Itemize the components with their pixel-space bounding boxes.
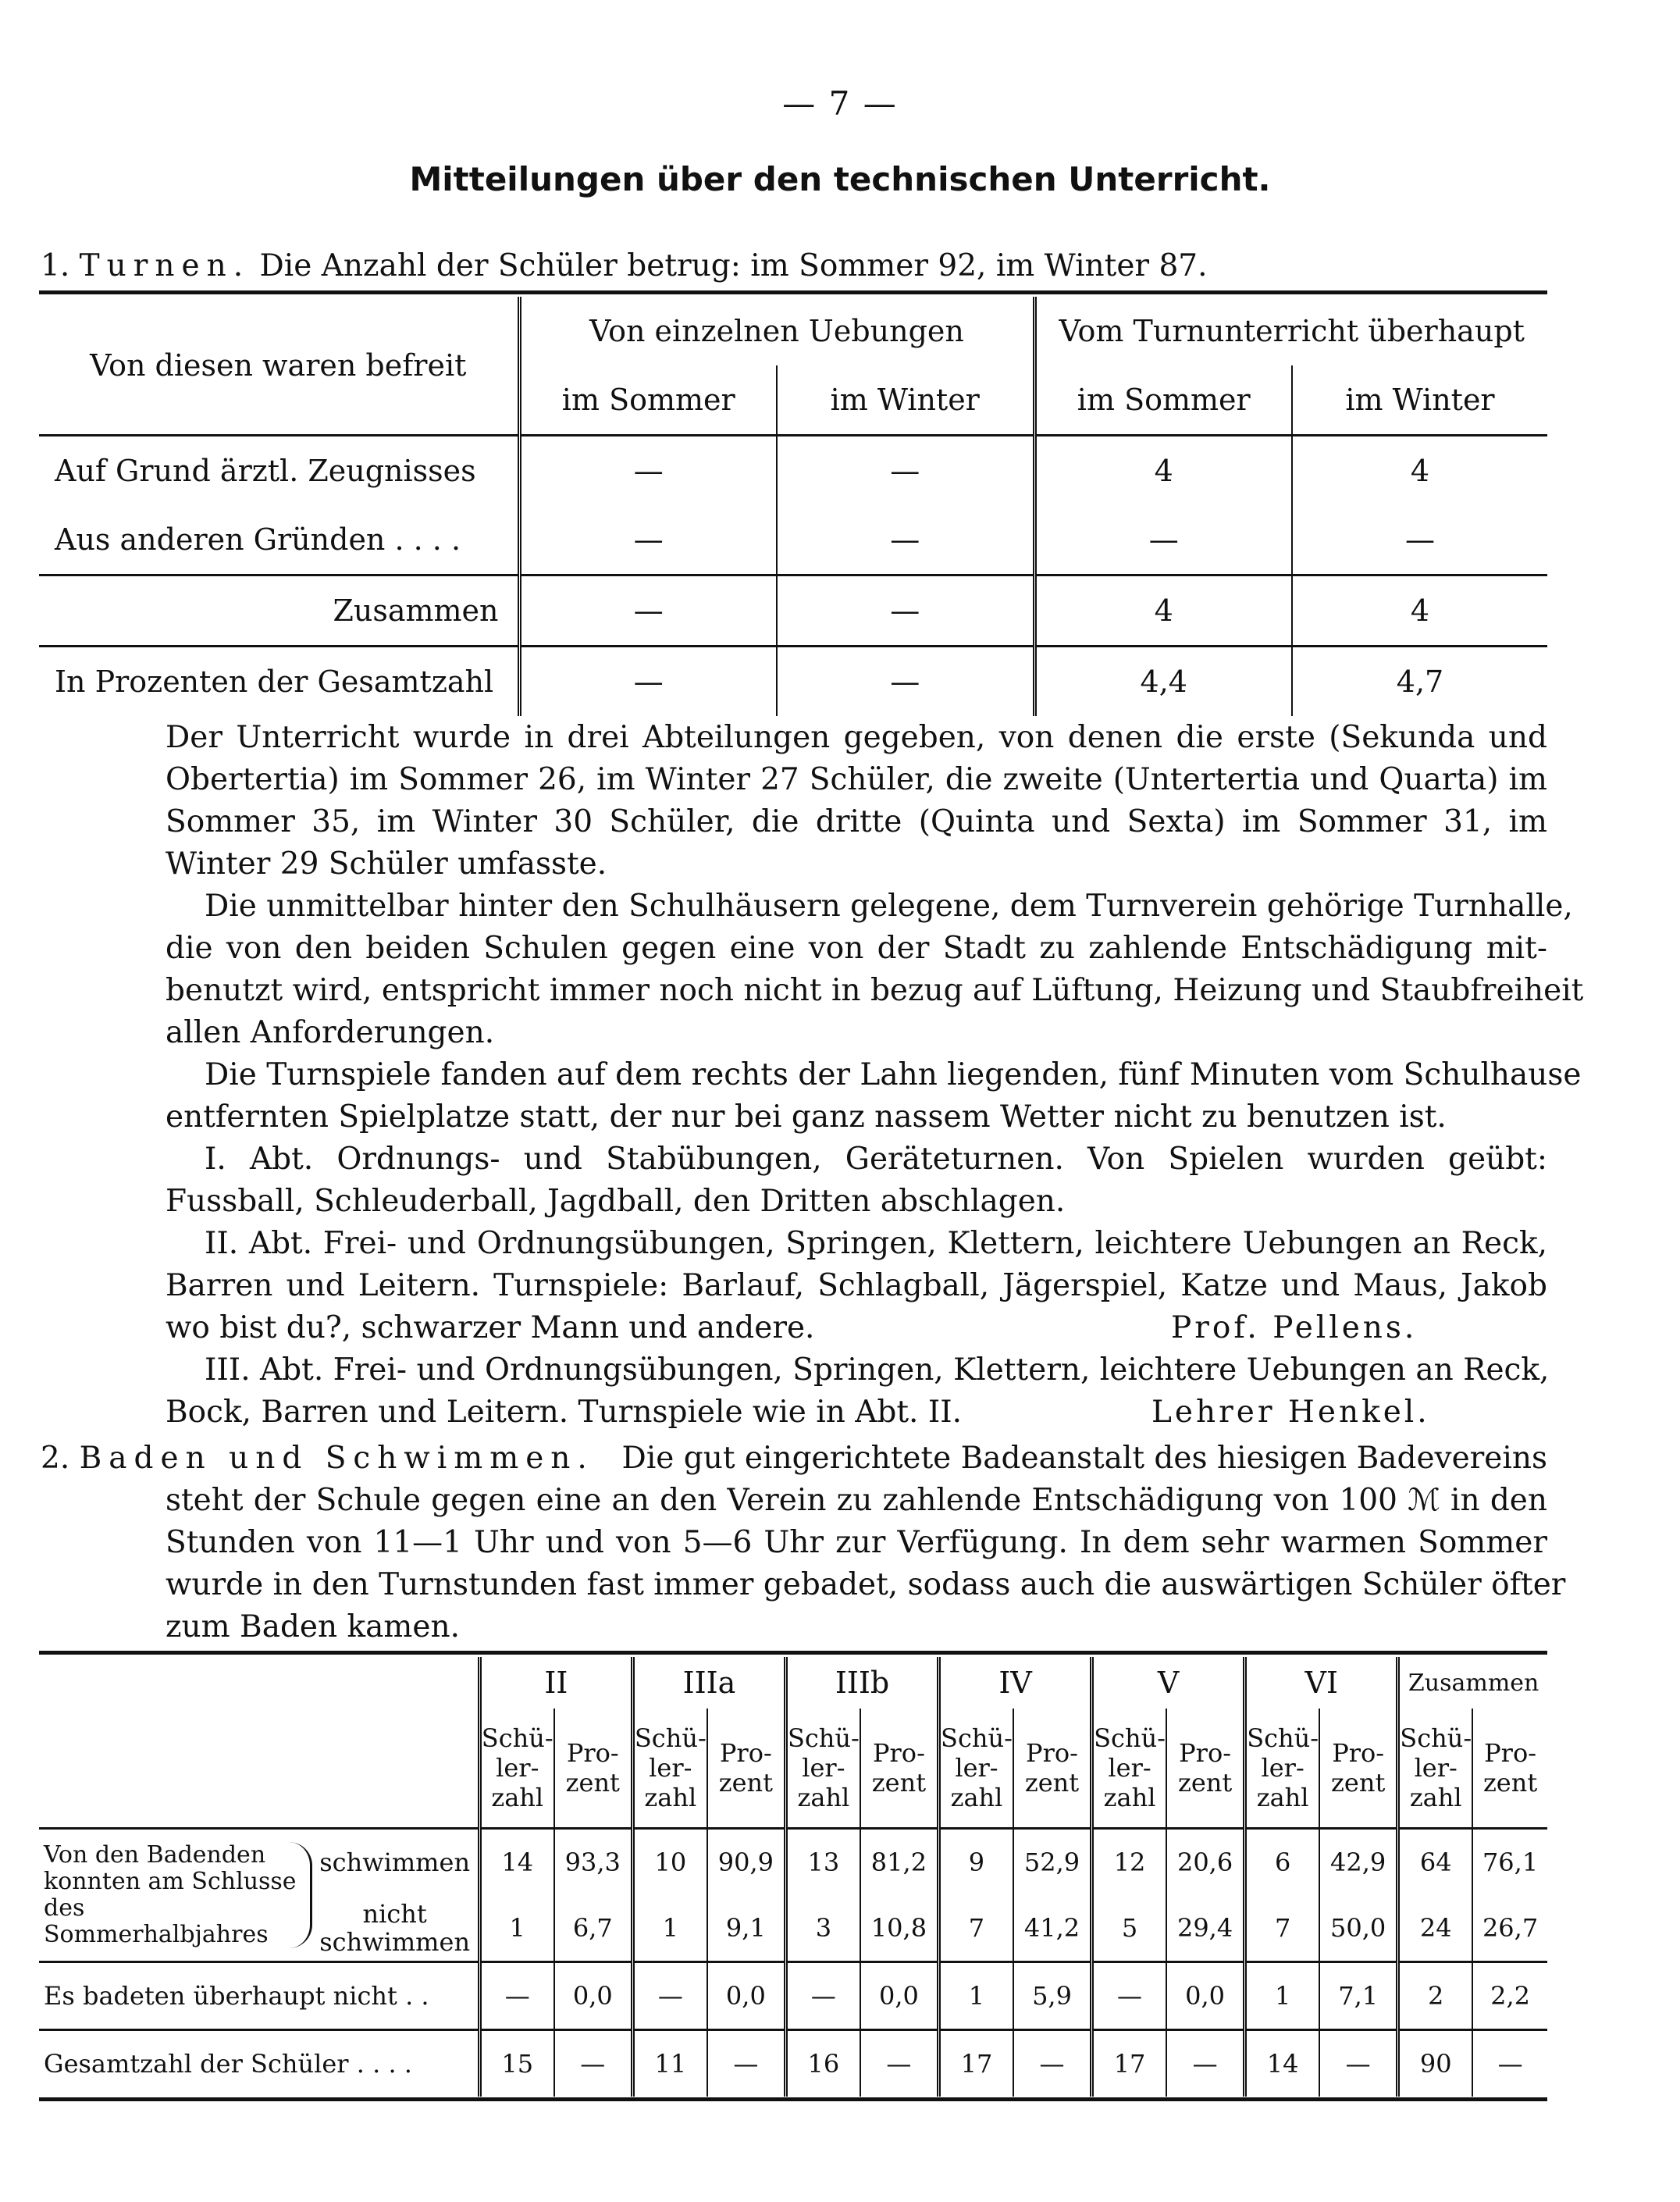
text-line: Stunden von 11—1 Uhr und von 5—6 Uhr zur Verfügung. In dem sehr warmen Sommer bbox=[166, 1525, 1547, 1560]
table-cell: 1 bbox=[632, 1895, 707, 1962]
text-line: Winter 29 Schüler umfasste. bbox=[166, 846, 607, 882]
subheader-schuelerzahl: Schü- ler- zahl bbox=[939, 1709, 1013, 1829]
table-cell: 42,9 bbox=[1319, 1829, 1398, 1896]
text-line: Die unmittelbar hinter den Schulhäusern gelegene, dem Turnverein gehörige Turnhalle, bbox=[205, 889, 1573, 924]
subheader-prozent: Pro- zent bbox=[1166, 1709, 1245, 1829]
table-row bbox=[39, 436, 1547, 506]
subheader-schuelerzahl: Schü- ler- zahl bbox=[1398, 1709, 1472, 1829]
section-number: 1. bbox=[41, 248, 70, 283]
table-cell: 11 bbox=[632, 2030, 707, 2097]
turnen-intro: Die Anzahl der Schüler betrug: im Sommer 92, im Winter 87. bbox=[259, 248, 1208, 283]
text-line: I. Abt. Ordnungs- und Stabübungen, Geräteturnen. Von Spielen wurden geübt: bbox=[205, 1142, 1547, 1177]
subheader-schuelerzahl: Schü- ler- zahl bbox=[785, 1709, 860, 1829]
table-cell: 64 bbox=[1398, 1829, 1472, 1896]
text-line: steht der Schule gegen eine an den Verein zu zahlende Entschädigung von 100 ℳ in den bbox=[166, 1483, 1547, 1518]
text-line: entfernten Spielplatze statt, der nur bei ganz nassem Wetter nicht zu benutzen ist. bbox=[166, 1099, 1447, 1135]
table-cell: 2 bbox=[1398, 1962, 1472, 2030]
row-label: nicht schwimmen bbox=[319, 1899, 471, 1957]
table-cell: 50,0 bbox=[1319, 1895, 1398, 1962]
table-cell: 4 bbox=[1034, 436, 1292, 506]
row-label: In Prozenten der Gesamtzahl bbox=[39, 647, 519, 717]
table-cell: 52,9 bbox=[1013, 1829, 1092, 1896]
rule bbox=[39, 290, 1547, 294]
table-cell: 7 bbox=[939, 1895, 1013, 1962]
turnen-intro-line bbox=[41, 248, 1207, 283]
table-row bbox=[39, 505, 1547, 575]
rule bbox=[39, 1651, 1547, 1655]
table-cell: — bbox=[1166, 2030, 1245, 2097]
teacher-signature: Prof. Pellens. bbox=[1171, 1310, 1418, 1345]
table-cell: 17 bbox=[1092, 2030, 1166, 2097]
table-row bbox=[39, 2030, 1547, 2097]
table-cell: 26,7 bbox=[1472, 1895, 1547, 1962]
page-number: — 7 — bbox=[782, 84, 898, 123]
page-title: Mitteilungen über den technischen Unterricht. bbox=[409, 160, 1271, 198]
row-label: Zusammen bbox=[39, 575, 519, 647]
table-cell: — bbox=[860, 2030, 939, 2097]
table-cell: 0,0 bbox=[1166, 1962, 1245, 2030]
table-cell: 3 bbox=[785, 1895, 860, 1962]
table-cell: 6 bbox=[1245, 1829, 1319, 1896]
text-line: zum Baden kamen. bbox=[166, 1609, 460, 1644]
subheader-prozent: Pro- zent bbox=[1472, 1709, 1547, 1829]
table-row bbox=[39, 1962, 1547, 2030]
table-cell: — bbox=[777, 436, 1034, 506]
class-header: II bbox=[479, 1657, 632, 1709]
swimming-table bbox=[39, 1657, 1547, 2097]
table-cell: — bbox=[632, 1962, 707, 2030]
subheader-prozent: Pro- zent bbox=[860, 1709, 939, 1829]
text-line: die von den beiden Schulen gegen eine von der Stadt zu zahlende Entschädigung mit- bbox=[166, 931, 1547, 966]
table-cell: 14 bbox=[1245, 2030, 1319, 2097]
text-line: III. Abt. Frei- und Ordnungsübungen, Springen, Klettern, leichtere Uebungen an Reck, bbox=[205, 1352, 1550, 1388]
table-cell: 16 bbox=[785, 2030, 860, 2097]
section-number: 2. bbox=[41, 1441, 70, 1476]
table-cell: — bbox=[1472, 2030, 1547, 2097]
text-line: Barren und Leitern. Turnspiele: Barlauf, Schlagball, Jägerspiel, Katze und Maus, Jakob bbox=[166, 1268, 1547, 1303]
text-line: Die Turnspiele fanden auf dem rechts der Lahn liegenden, fünf Minuten vom Schulhause bbox=[205, 1057, 1582, 1092]
table-cell: 7 bbox=[1245, 1895, 1319, 1962]
table-cell: 1 bbox=[479, 1895, 553, 1962]
table-cell: 0,0 bbox=[707, 1962, 786, 2030]
table-cell: — bbox=[519, 505, 777, 575]
table-cell: 0,0 bbox=[554, 1962, 633, 2030]
table-cell: 4 bbox=[1034, 575, 1292, 647]
table-cell: 13 bbox=[785, 1829, 860, 1896]
subheader-schuelerzahl: Schü- ler- zahl bbox=[1092, 1709, 1166, 1829]
col-header-sommer: im Sommer bbox=[1034, 365, 1292, 436]
text-line: II. Abt. Frei- und Ordnungsübungen, Springen, Klettern, leichtere Uebungen an Reck, bbox=[205, 1226, 1547, 1261]
row-group-brace: Von den Badenden konnten am Schlusse des Sommerhalbjahres bbox=[44, 1842, 312, 1948]
subheader-prozent: Pro- zent bbox=[1013, 1709, 1092, 1829]
subheader-prozent: Pro- zent bbox=[1319, 1709, 1398, 1829]
table-cell: — bbox=[1292, 505, 1547, 575]
class-header: IV bbox=[939, 1657, 1092, 1709]
table-cell: 24 bbox=[1398, 1895, 1472, 1962]
table-row bbox=[39, 575, 1547, 647]
table-cell: — bbox=[554, 2030, 633, 2097]
teacher-signature: Lehrer Henkel. bbox=[1151, 1395, 1430, 1430]
table-cell: 90 bbox=[1398, 2030, 1472, 2097]
table-cell: 4,4 bbox=[1034, 647, 1292, 717]
text-line: Obertertia) im Sommer 26, im Winter 27 Schüler, die zweite (Untertertia und Quarta) im bbox=[166, 762, 1547, 797]
class-header: V bbox=[1092, 1657, 1245, 1709]
table-cell: — bbox=[777, 505, 1034, 575]
table-cell: — bbox=[519, 436, 777, 506]
table-cell: 0,0 bbox=[860, 1962, 939, 2030]
table-cell: 9 bbox=[939, 1829, 1013, 1896]
table-cell: 15 bbox=[479, 2030, 553, 2097]
table-cell: 12 bbox=[1092, 1829, 1166, 1896]
table-cell: 10,8 bbox=[860, 1895, 939, 1962]
table-cell: 41,2 bbox=[1013, 1895, 1092, 1962]
class-header: IIIa bbox=[632, 1657, 785, 1709]
group-header-einzelne: Von einzelnen Uebungen bbox=[519, 297, 1034, 365]
table-cell: — bbox=[1034, 505, 1292, 575]
row-label: Gesamtzahl der Schüler . . . . bbox=[39, 2030, 479, 2097]
table-cell: 2,2 bbox=[1472, 1962, 1547, 2030]
table-cell: 17 bbox=[939, 2030, 1013, 2097]
section-title: Baden und Schwimmen. bbox=[79, 1441, 594, 1476]
table-cell: 10 bbox=[632, 1829, 707, 1896]
table-cell: — bbox=[777, 647, 1034, 717]
table-cell: 90,9 bbox=[707, 1829, 786, 1896]
table-cell: 4 bbox=[1292, 436, 1547, 506]
class-header: VI bbox=[1245, 1657, 1398, 1709]
group-header-turnunterricht: Vom Turnunterricht überhaupt bbox=[1034, 297, 1547, 365]
text-line: wurde in den Turnstunden fast immer gebadet, sodass auch die auswärtigen Schüler öfter bbox=[166, 1567, 1566, 1602]
section-title: Turnen. bbox=[79, 248, 251, 283]
table-cell: 14 bbox=[479, 1829, 553, 1896]
table-corner bbox=[39, 1657, 479, 1829]
table-cell: 7,1 bbox=[1319, 1962, 1398, 2030]
text-line: Sommer 35, im Winter 30 Schüler, die dritte (Quinta und Sexta) im Sommer 31, im bbox=[166, 804, 1547, 839]
col-header-winter: im Winter bbox=[1292, 365, 1547, 436]
table-cell: 4 bbox=[1292, 575, 1547, 647]
table-cell: — bbox=[1013, 2030, 1092, 2097]
table-cell: — bbox=[519, 575, 777, 647]
table-cell: 1 bbox=[939, 1962, 1013, 2030]
table-cell: 29,4 bbox=[1166, 1895, 1245, 1962]
text-line: Der Unterricht wurde in drei Abteilungen gegeben, von denen die erste (Sekunda und bbox=[166, 720, 1547, 755]
table-cell: — bbox=[707, 2030, 786, 2097]
table-cell: — bbox=[1092, 1962, 1166, 2030]
row-label: Aus anderen Gründen . . . . bbox=[55, 522, 461, 557]
table-corner-label: Von diesen waren befreit bbox=[90, 348, 467, 383]
row-group-label bbox=[39, 1829, 312, 1962]
table-cell: 6,7 bbox=[554, 1895, 633, 1962]
subheader-prozent: Pro- zent bbox=[554, 1709, 633, 1829]
table-cell: — bbox=[785, 1962, 860, 2030]
text-line: Die gut eingerichtete Badeanstalt des hiesigen Badevereins bbox=[621, 1441, 1547, 1476]
row-label: schwimmen bbox=[312, 1829, 480, 1896]
table-cell: 93,3 bbox=[554, 1829, 633, 1896]
exemptions-table bbox=[39, 297, 1547, 716]
table-cell: 76,1 bbox=[1472, 1829, 1547, 1896]
text-line: Bock, Barren und Leitern. Turnspiele wie in Abt. II. bbox=[166, 1395, 963, 1430]
row-label: Auf Grund ärztl. Zeugnisses bbox=[39, 436, 519, 506]
row-label: Es badeten überhaupt nicht . . bbox=[39, 1962, 479, 2030]
subheader-schuelerzahl: Schü- ler- zahl bbox=[479, 1709, 553, 1829]
table-cell: 81,2 bbox=[860, 1829, 939, 1896]
table-cell: 20,6 bbox=[1166, 1829, 1245, 1896]
table-cell: — bbox=[1319, 2030, 1398, 2097]
table-cell: 1 bbox=[1245, 1962, 1319, 2030]
col-header-winter: im Winter bbox=[777, 365, 1034, 436]
table-cell: 9,1 bbox=[707, 1895, 786, 1962]
text-line: Fussball, Schleuderball, Jagdball, den Dritten abschlagen. bbox=[166, 1184, 1066, 1219]
table-cell: — bbox=[777, 575, 1034, 647]
baden-intro-line bbox=[41, 1441, 1547, 1476]
table-row bbox=[39, 647, 1547, 717]
text-line: wo bist du?, schwarzer Mann und andere. bbox=[166, 1310, 815, 1345]
table-cell: 5 bbox=[1092, 1895, 1166, 1962]
table-row bbox=[39, 1829, 1547, 1896]
table-cell: 4,7 bbox=[1292, 647, 1547, 717]
subheader-schuelerzahl: Schü- ler- zahl bbox=[632, 1709, 707, 1829]
class-header: Zusammen bbox=[1398, 1657, 1547, 1709]
subheader-schuelerzahl: Schü- ler- zahl bbox=[1245, 1709, 1319, 1829]
table-cell: — bbox=[519, 647, 777, 717]
class-header: IIIb bbox=[785, 1657, 938, 1709]
text-line: allen Anforderungen. bbox=[166, 1015, 495, 1050]
text-line: benutzt wird, entspricht immer noch nicht in bezug auf Lüftung, Heizung und Staubfreiheit bbox=[166, 973, 1584, 1008]
table-cell: — bbox=[479, 1962, 553, 2030]
rule bbox=[39, 2097, 1547, 2101]
table-cell: 5,9 bbox=[1013, 1962, 1092, 2030]
col-header-sommer: im Sommer bbox=[519, 365, 777, 436]
subheader-prozent: Pro- zent bbox=[707, 1709, 786, 1829]
